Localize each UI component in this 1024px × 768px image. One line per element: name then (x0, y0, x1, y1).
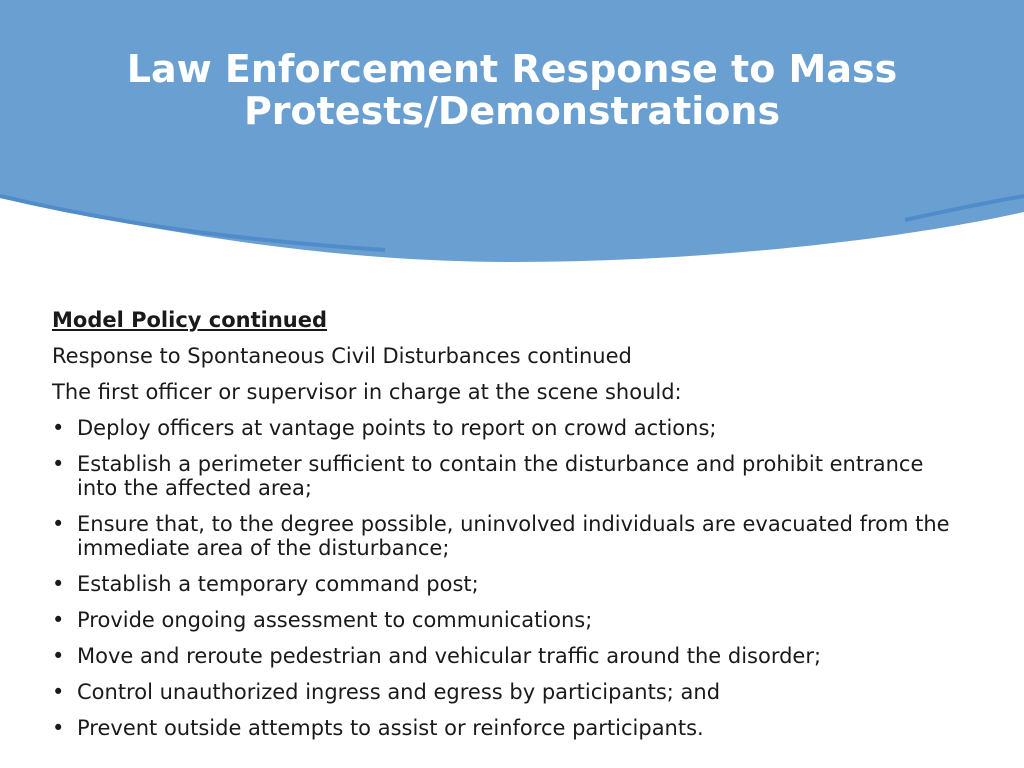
bullet-text: Ensure that, to the degree possible, uninvolved individuals are evacuated from the immediate area of the disturbance; (77, 512, 950, 560)
intro-text: The first officer or supervisor in charge at the scene should: (52, 380, 682, 404)
bullet-icon: • (52, 608, 65, 632)
bullet-icon: • (52, 680, 65, 704)
bullet-text: Establish a perimeter sufficient to contain the disturbance and prohibit entrance into the affected area; (77, 452, 924, 500)
subheading: Response to Spontaneous Civil Disturbances continued (52, 344, 632, 368)
bullet-text: Prevent outside attempts to assist or reinforce participants. (77, 716, 704, 740)
bullet-text: Provide ongoing assessment to communications; (77, 608, 593, 632)
bullet-item (52, 452, 952, 500)
header-wave-banner (0, 0, 1024, 270)
bullet-text: Control unauthorized ingress and egress by participants; and (77, 680, 721, 704)
bullet-item (52, 608, 952, 632)
bullet-icon: • (52, 512, 65, 536)
slide-title: Law Enforcement Response to Mass Protests/Demonstrations (126, 47, 898, 133)
bullet-item (52, 572, 952, 596)
bullet-item (52, 416, 952, 440)
bullet-icon: • (52, 572, 65, 596)
bullet-text: Move and reroute pedestrian and vehicular traffic around the disorder; (77, 644, 822, 668)
bullet-icon: • (52, 452, 65, 476)
bullet-text: Establish a temporary command post; (77, 572, 479, 596)
bullet-item (52, 716, 952, 740)
bullet-list (52, 416, 952, 740)
slide-body (52, 308, 952, 752)
bullet-icon: • (52, 716, 65, 740)
bullet-item (52, 680, 952, 704)
section-heading: Model Policy continued (52, 308, 328, 332)
bullet-icon: • (52, 644, 65, 668)
bullet-item (52, 644, 952, 668)
bullet-text: Deploy officers at vantage points to report on crowd actions; (77, 416, 717, 440)
bullet-item (52, 512, 952, 560)
bullet-icon: • (52, 416, 65, 440)
